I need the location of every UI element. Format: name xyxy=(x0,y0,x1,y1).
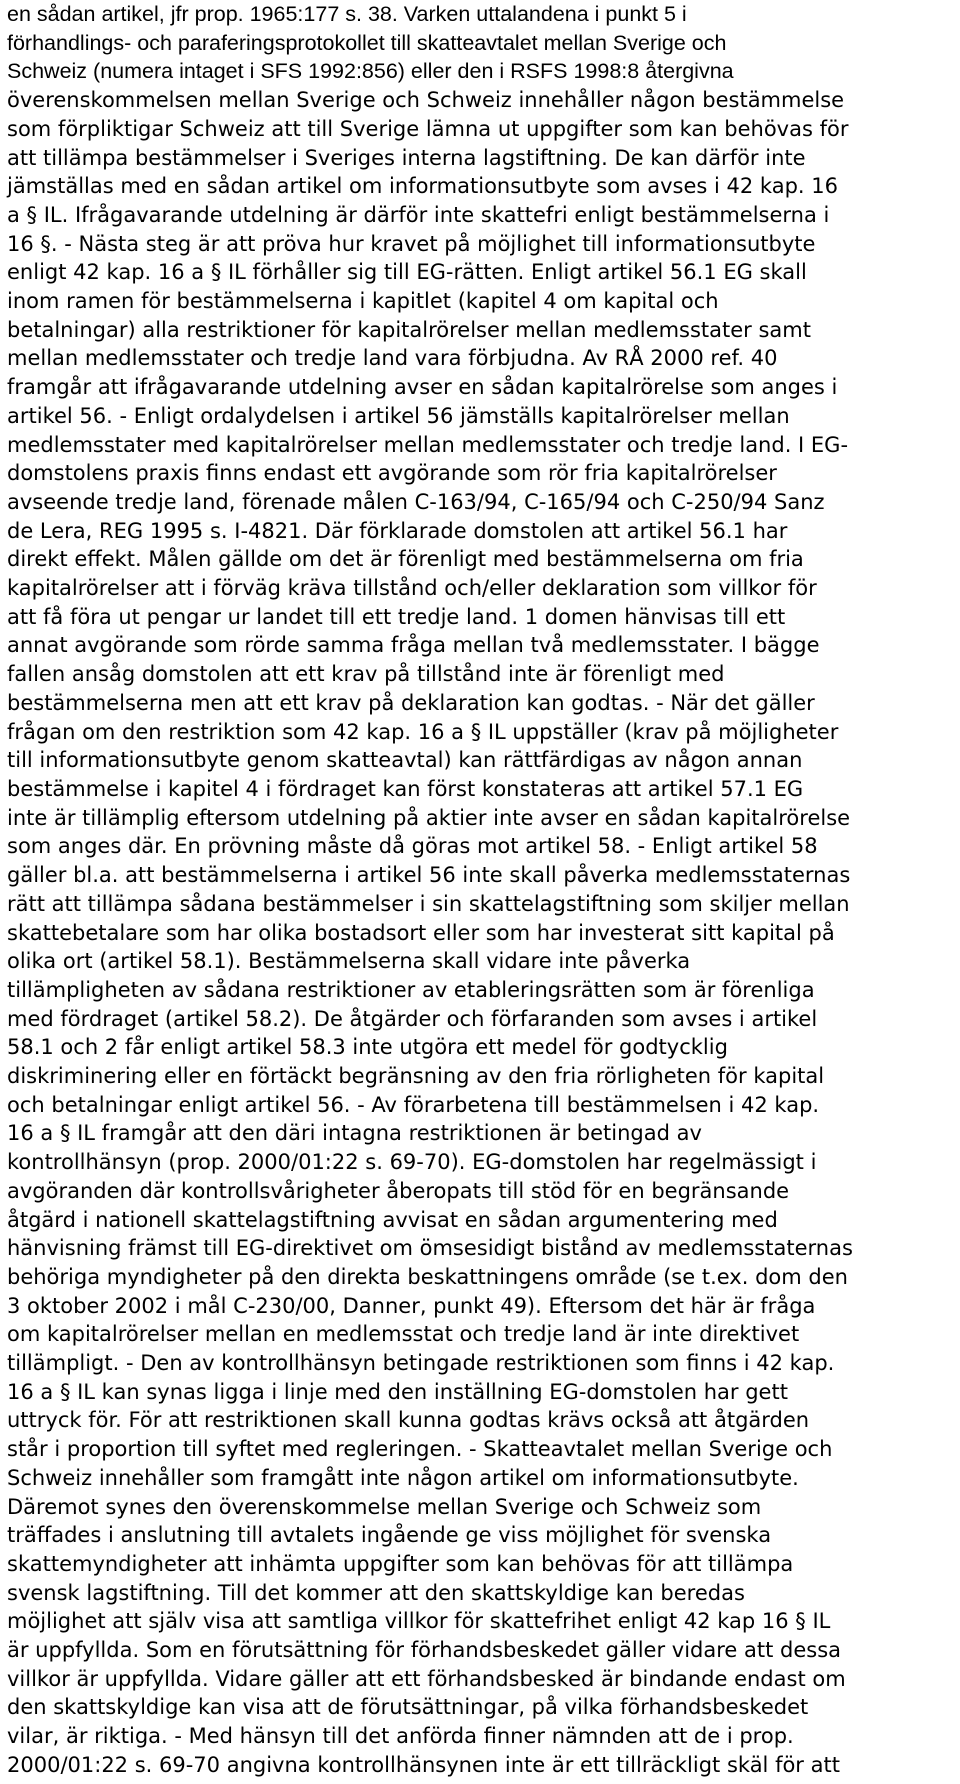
text-line: direkt effekt. Målen gällde om det är förenligt med bestämmelserna om fria xyxy=(7,547,804,572)
text-line: 2000/01:22 s. 69-70 angivna kontrollhänsynen inte är ett tillräckligt skäl för att xyxy=(7,1752,840,1777)
text-line: som anges där. En prövning måste då göras mot artikel 58. - Enligt artikel 58 xyxy=(7,834,818,859)
text-line: annat avgörande som rörde samma fråga mellan två medlemsstater. I bägge xyxy=(7,633,820,658)
text-line: 16 §. - Nästa steg är att pröva hur kravet på möjlighet till informationsutbyte xyxy=(7,231,816,256)
text-line: domstolens praxis finns endast ett avgörande som rör fria kapitalrörelser xyxy=(7,461,777,486)
text-line: uttryck för. För att restriktionen skall kunna godtas krävs också att åtgärden xyxy=(7,1408,810,1433)
text-line: avseende tredje land, förenade målen C-163/94, C-165/94 och C-250/94 Sanz xyxy=(7,489,825,514)
text-line: överenskommelsen mellan Sverige och Schweiz innehåller någon bestämmelse xyxy=(7,88,845,113)
text-line: rätt att tillämpa sådana bestämmelser i sin skattelagstiftning som skiljer mellan xyxy=(7,891,850,916)
text-line: Däremot synes den överenskommelse mellan Sverige och Schweiz som xyxy=(7,1494,762,1519)
text-line: skattemyndigheter att inhämta uppgifter som kan behövas för att tillämpa xyxy=(7,1551,794,1576)
text-line: skattebetalare som har olika bostadsort eller som har investerat sitt kapital på xyxy=(7,920,835,945)
text-line: fallen ansåg domstolen att ett krav på tillstånd inte är förenligt med xyxy=(7,662,725,687)
text-line: står i proportion till syftet med regleringen. - Skatteavtalet mellan Sverige och xyxy=(7,1437,833,1462)
text-line: jämställas med en sådan artikel om informationsutbyte som avses i 42 kap. 16 xyxy=(7,174,838,199)
text-line: till informationsutbyte genom skatteavtal) kan rättfärdigas av någon annan xyxy=(7,748,803,773)
text-line: 16 a § IL kan synas ligga i linje med den inställning EG-domstolen har gett xyxy=(7,1379,788,1404)
text-line: frågan om den restriktion som 42 kap. 16 a § IL uppställer (krav på möjligheter xyxy=(7,719,839,744)
text-line: och betalningar enligt artikel 56. - Av förarbetena till bestämmelsen i 42 kap. xyxy=(7,1092,820,1117)
text-line: förhandlings- och paraferingsprotokollet till skatteavtalet mellan Sverige och xyxy=(7,30,727,55)
text-line: hänvisning främst till EG-direktivet om ömsesidigt bistånd av medlemsstaternas xyxy=(7,1236,853,1261)
text-line: inte är tillämplig eftersom utdelning på aktier inte avser en sådan kapitalrörelse xyxy=(7,805,851,830)
text-line: 3 oktober 2002 i mål C-230/00, Danner, punkt 49). Eftersom det här är fråga xyxy=(7,1293,816,1318)
text-line: villkor är uppfyllda. Vidare gäller att ett förhandsbesked är bindande endast om xyxy=(7,1666,846,1691)
text-line: åtgärd i nationell skattelagstiftning avvisat en sådan argumentering med xyxy=(7,1207,778,1232)
text-line: behöriga myndigheter på den direkta beskattningens område (se t.ex. dom den xyxy=(7,1264,848,1289)
text-line: diskriminering eller en förtäckt begränsning av den fria rörligheten för kapital xyxy=(7,1064,825,1089)
text-line: enligt 42 kap. 16 a § IL förhåller sig till EG-rätten. Enligt artikel 56.1 EG skall xyxy=(7,260,807,285)
text-line: bestämmelse i kapitel 4 i fördraget kan först konstateras att artikel 57.1 EG xyxy=(7,776,804,801)
text-line: en sådan artikel, jfr prop. 1965:177 s. 38. Varken uttalandena i punkt 5 i xyxy=(7,2,687,26)
text-line: avgöranden där kontrollsvårigheter åberopats till stöd för en begränsande xyxy=(7,1178,790,1203)
text-line: att få föra ut pengar ur landet till ett tredje land. 1 domen hänvisas till ett xyxy=(7,604,786,629)
text-line: med fördraget (artikel 58.2). De åtgärder och förfaranden som avses i artikel xyxy=(7,1006,818,1031)
text-line: kapitalrörelser att i förväg kräva tillstånd och/eller deklaration som villkor för xyxy=(7,576,817,601)
text-line: Schweiz (numera intaget i SFS 1992:856) eller den i RSFS 1998:8 återgivna xyxy=(7,59,734,84)
text-line: de Lera, REG 1995 s. I-4821. Där förklarade domstolen att artikel 56.1 har xyxy=(7,518,788,543)
text-line: som förpliktigar Schweiz att till Sverige lämna ut uppgifter som kan behövas för xyxy=(7,116,849,141)
text-line: vilar, är riktiga. - Med hänsyn till det anförda finner nämnden att de i prop. xyxy=(7,1724,794,1749)
text-line: artikel 56. - Enligt ordalydelsen i artikel 56 jämställs kapitalrörelser mellan xyxy=(7,403,790,428)
text-line: 16 a § IL framgår att den däri intagna restriktionen är betingad av xyxy=(7,1121,702,1146)
text-line: tillämpligheten av sådana restriktioner av etableringsrätten som är förenliga xyxy=(7,977,815,1002)
text-line: mellan medlemsstater och tredje land vara förbjudna. Av RÅ 2000 ref. 40 xyxy=(7,346,778,371)
text-line: svensk lagstiftning. Till det kommer att den skattskyldige kan beredas xyxy=(7,1580,745,1605)
text-line: kontrollhänsyn (prop. 2000/01:22 s. 69-70). EG-domstolen har regelmässigt i xyxy=(7,1150,817,1175)
text-line: Schweiz innehåller som framgått inte någon artikel om informationsutbyte. xyxy=(7,1465,799,1490)
text-line: träffades i anslutning till avtalets ingående ge viss möjlighet för svenska xyxy=(7,1523,772,1548)
text-line: olika ort (artikel 58.1). Bestämmelserna skall vidare inte påverka xyxy=(7,949,691,974)
text-line: 58.1 och 2 får enligt artikel 58.3 inte utgöra ett medel för godtycklig xyxy=(7,1035,728,1060)
text-line: gäller bl.a. att bestämmelserna i artikel 56 inte skall påverka medlemsstaternas xyxy=(7,863,851,888)
text-line: medlemsstater med kapitalrörelser mellan medlemsstater och tredje land. I EG- xyxy=(7,432,849,457)
text-line: är uppfyllda. Som en förutsättning för förhandsbeskedet gäller vidare att dessa xyxy=(7,1638,842,1663)
text-line: a § IL. Ifrågavarande utdelning är därför inte skattefri enligt bestämmelserna i xyxy=(7,202,830,227)
text-line: bestämmelserna men att ett krav på deklaration kan godtas. - När det gäller xyxy=(7,690,815,715)
text-line: framgår att ifrågavarande utdelning avser en sådan kapitalrörelse som anges i xyxy=(7,375,838,400)
text-line: tillämpligt. - Den av kontrollhänsyn betingade restriktionen som finns i 42 kap. xyxy=(7,1351,835,1376)
text-line: den skattskyldige kan visa att de förutsättningar, på vilka förhandsbeskedet xyxy=(7,1695,809,1720)
text-line: om kapitalrörelser mellan en medlemsstat och tredje land är inte direktivet xyxy=(7,1322,800,1347)
text-line: att tillämpa bestämmelser i Sveriges interna lagstiftning. De kan därför inte xyxy=(7,145,806,170)
text-line: möjlighet att själv visa att samtliga villkor för skattefrihet enligt 42 kap 16 § IL xyxy=(7,1609,831,1634)
text-line: betalningar) alla restriktioner för kapitalrörelser mellan medlemsstater samt xyxy=(7,317,811,342)
text-line: inom ramen för bestämmelserna i kapitlet (kapitel 4 om kapital och xyxy=(7,289,719,314)
document-body-text xyxy=(7,0,957,1780)
